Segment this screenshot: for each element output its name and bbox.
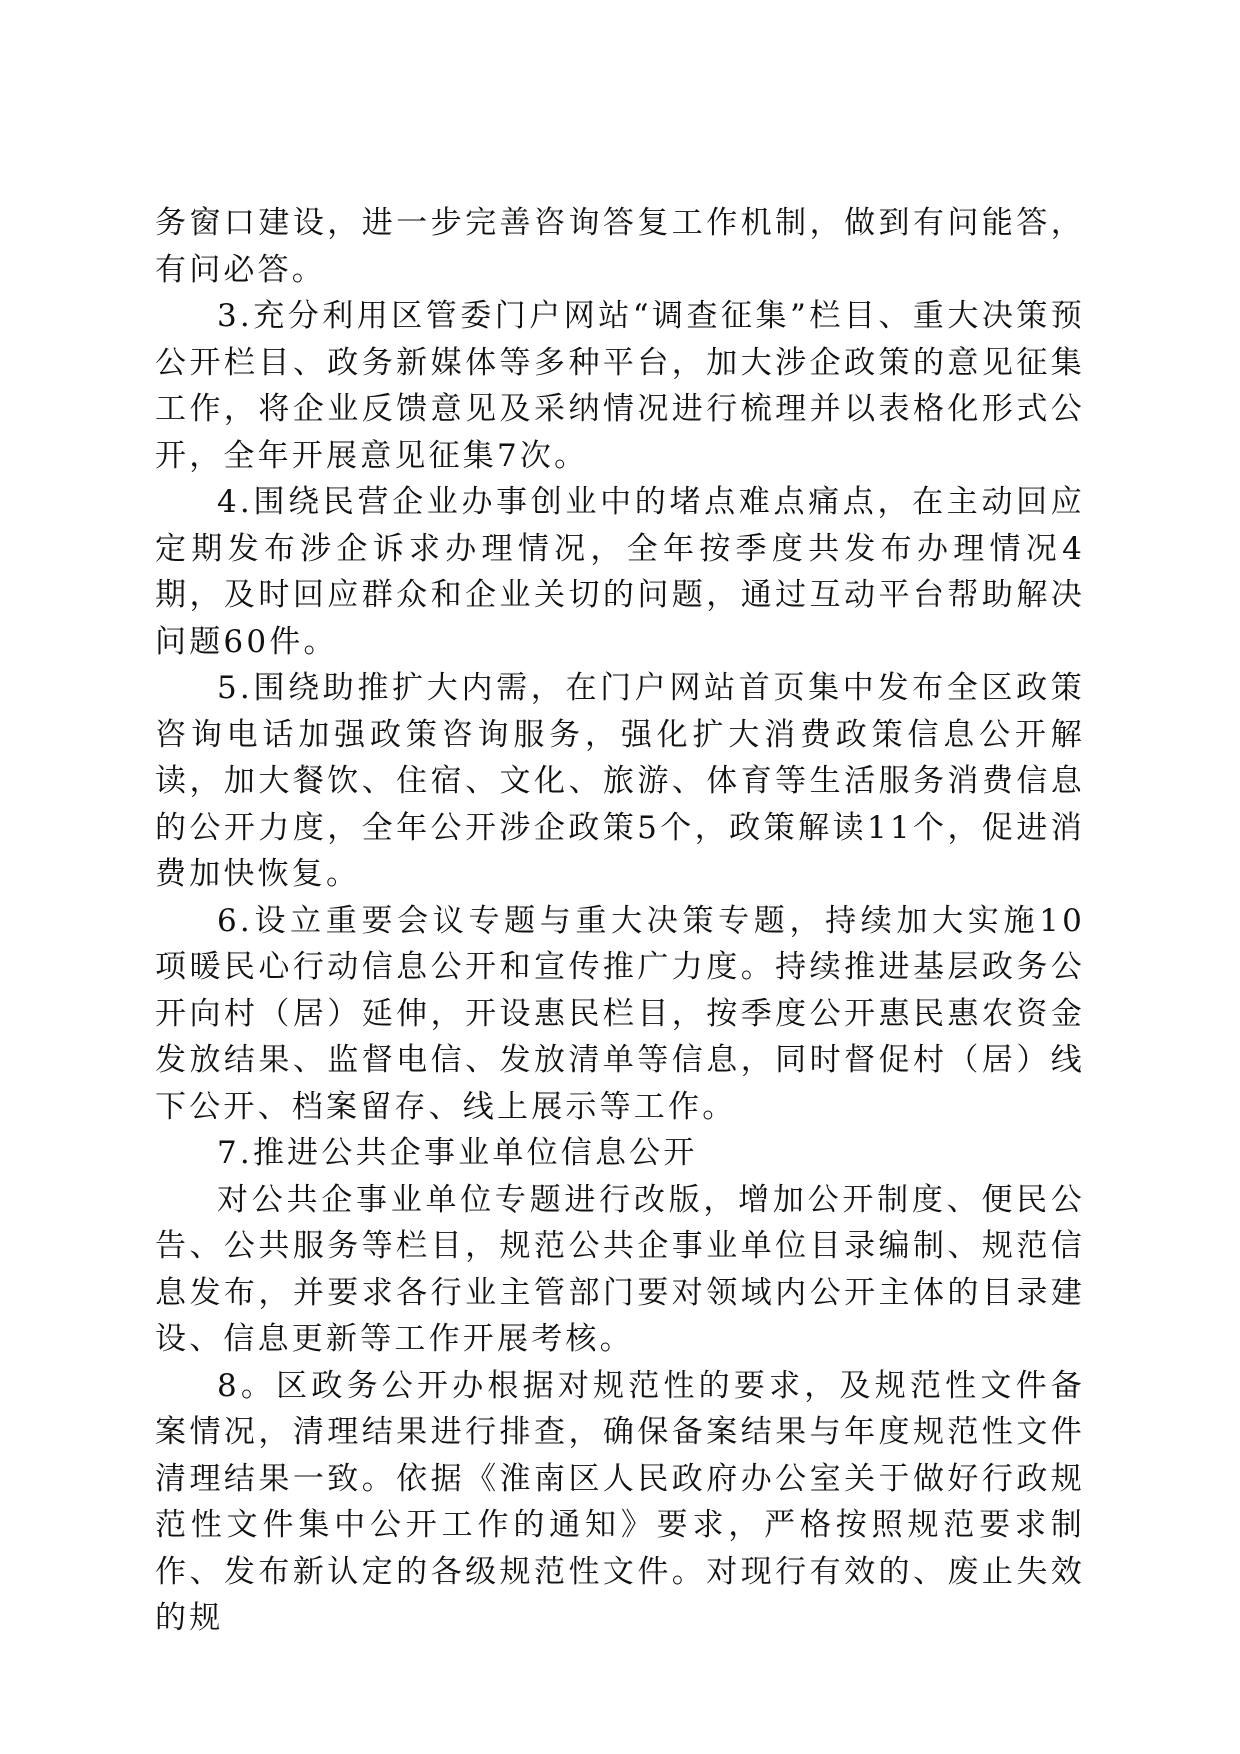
section-heading-7: 7.推进公共企事业单位信息公开 [217, 1135, 698, 1171]
paragraph-continuation: 务窗口建设，进一步完善咨询答复工作机制，做到有问能答，有问必答。 [155, 205, 1085, 288]
paragraph-item-7-body: 对公共企事业单位专题进行改版，增加公开制度、便民公告、公共服务等栏目，规范公共企事业单位目录编制、规范信息发布，并要求各行业主管部门要对领域内公开主体的目录建设、信息更新等工作开展考核。 [155, 1181, 1085, 1357]
paragraph-item-4: 4.围绕民营企业办事创业中的堵点难点痛点，在主动回应定期发布涉企诉求办理情况，全年按季度共发布办理情况4期，及时回应群众和企业关切的问题，通过互动平台帮助解决问题60件。 [155, 484, 1085, 660]
paragraph-item-3: 3.充分利用区管委门户网站“调查征集”栏目、重大决策预公开栏目、政务新媒体等多种平台，加大涉企政策的意见征集工作，将企业反馈意见及采纳情况进行梳理并以表格化形式公开，全年开展意见征集7次。 [155, 298, 1085, 474]
paragraph-item-6: 6.设立重要会议专题与重大决策专题，持续加大实施10项暖民心行动信息公开和宣传推广力度。持续推进基层政务公开向村（居）延伸，开设惠民栏目，按季度公开惠民惠农资金发放结果、监督电信、发放清单等信息，同时督促村（居）线下公开、档案留存、线上展示等工作。 [155, 902, 1085, 1125]
paragraph-item-8: 8。区政务公开办根据对规范性的要求，及规范性文件备案情况，清理结果进行排查，确保备案结果与年度规范性文件清理结果一致。依据《淮南区人民政府办公室关于做好行政规范性文件集中公开工作的通知》要求，严格按照规范要求制作、发布新认定的各级规范性文件。对现行有效的、废止失效的规 [155, 1367, 1085, 1636]
paragraph-item-5: 5.围绕助推扩大内需，在门户网站首页集中发布全区政策咨询电话加强政策咨询服务，强化扩大消费政策信息公开解读，加大餐饮、住宿、文化、旅游、体育等生活服务消费信息的公开力度，全年公开涉企政策5个，政策解读11个，促进消费加快恢复。 [155, 670, 1085, 892]
document-body [155, 200, 1085, 1642]
